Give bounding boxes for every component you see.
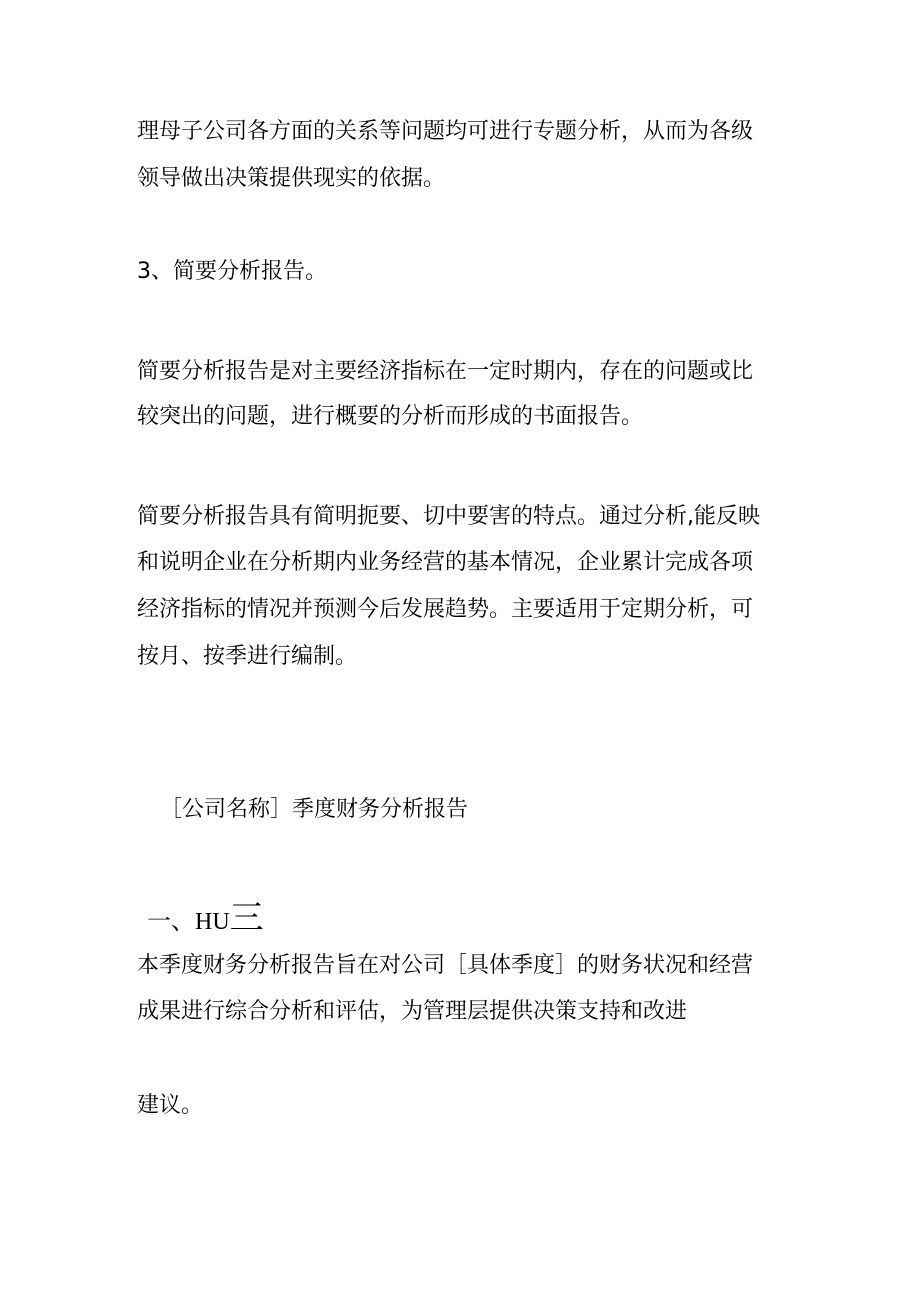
paragraph-line: 经济指标的情况并预测今后发展趋势。主要适用于定期分析，可 [137,597,754,622]
paragraph-line: 简要分析报告具有简明扼要、切中要害的特点。通过分析,能反映 [137,504,760,529]
report-title: ［公司名称］季度财务分析报告 [160,797,469,822]
paragraph-line: 简要分析报告是对主要经济指标在一定时期内，存在的问题或比 [137,359,754,384]
paragraph-line: 本季度财务分析报告旨在对公司［具体季度］的财务状况和经营 [137,953,754,978]
paragraph-line: 按月、按季进行编制。 [137,644,358,669]
chapter-heading-prefix: 一、 [147,907,195,935]
paragraph-line: 和说明企业在分析期内业务经营的基本情况，企业累计完成各项 [137,550,754,575]
paragraph-line: 较突出的问题，进行概要的分析而形成的书面报告。 [137,404,644,429]
paragraph-line: 理母子公司各方面的关系等问题均可进行专题分析，从而为各级 [137,119,754,144]
paragraph-line: 成果进行综合分析和评估，为管理层提供决策支持和改进 [137,999,688,1024]
paragraph-line: 领导做出决策提供现实的依据。 [137,166,446,191]
section-heading: 3、简要分析报告。 [137,259,327,284]
chapter-heading [147,898,264,939]
chapter-heading-latin: HU [195,909,230,935]
paragraph-line: 建议。 [137,1093,204,1118]
chapter-heading-glyph: 三 [229,898,264,938]
